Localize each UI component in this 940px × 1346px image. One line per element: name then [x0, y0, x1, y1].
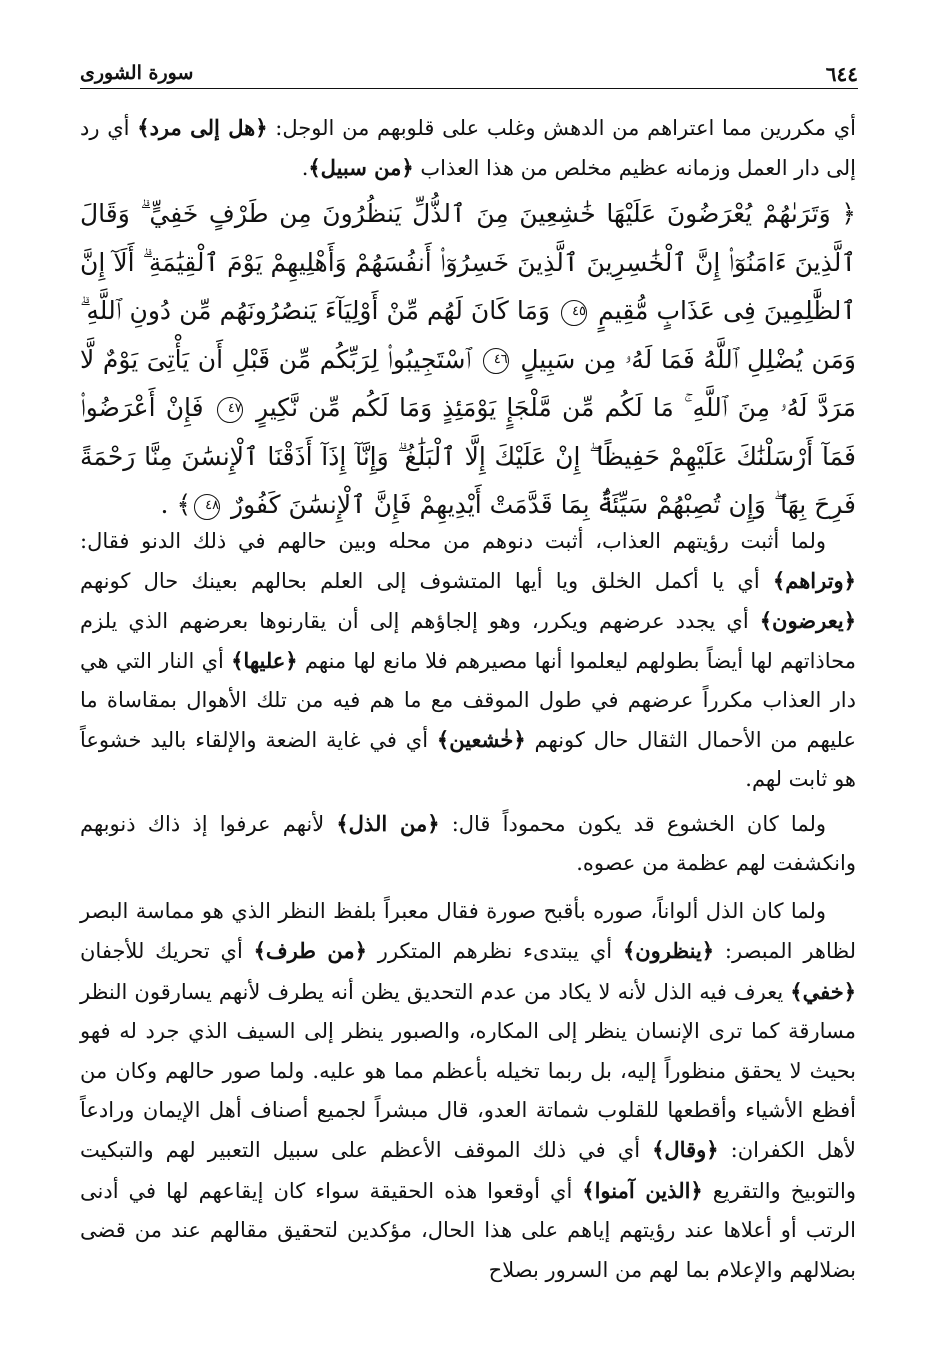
verse-text: ٱسْتَجِيبُوا۟ لِرَبِّكُم مِّن قَبْلِ أَن يَأْتِىَ يَوْمٌ لَّا مَرَدَّ لَهُۥ مِنَ ٱللَّهِ ۚ مَا لَكُم مِّن مَّلْجَإٍ يَوْمَئِذٍ وَمَا لَكُم مِّن نَّكِيرٍ: [80, 344, 856, 422]
surah-title: سورة الشورى: [80, 62, 194, 84]
text-run: أي يجدد عرضهم ويكرر، وهو إلجاؤهم إلى أن يقارنوها بعرضهم الذي يلزم محاذاتهم لها أيضاً بطولهم ليعلموا أنها مصيرهم فلا مانع لها منهم: [80, 609, 856, 673]
highlighted-phrase: ﴿من سبيل﴾: [308, 155, 414, 180]
verse-text: وَمَا كَانَ لَهُم مِّنْ أَوْلِيَآءَ يَنصُرُونَهُم مِّن دُونِ ٱللَّهِ ۗ وَمَن يُضْلِلِ ٱللَّهُ فَمَا لَهُۥ مِن سَبِيلٍ: [80, 296, 856, 374]
highlighted-phrase: ﴿خٰشعين﴾: [436, 727, 526, 752]
highlighted-phrase: ﴿عليها﴾: [231, 648, 298, 673]
paragraph-2: [80, 804, 856, 883]
text-run: أي تحريك للأجفان: [80, 939, 254, 964]
highlighted-phrase: ﴿خفي﴾: [790, 978, 856, 1004]
text-run: ولما كان الذل ألواناً، صوره بأقبح صورة فقال معبراً بلفظ النظر الذي هو مماسة البصر لظاهر المبصر:: [80, 899, 857, 964]
text-run: .: [301, 156, 309, 180]
text-run: أي مكررين مما اعتراهم من الدهش وغلب على قلوبهم من الوجل:: [267, 116, 857, 140]
text-run: لأنهم عرفوا إذ ذاك ذنوبهم وانكشفت لهم عظمة من عصوه.: [80, 812, 856, 875]
verse-bracket-close: ﴾ .: [160, 490, 192, 519]
verse-text: وَتَرَىٰهُمْ يُعْرَضُونَ عَلَيْهَا خَٰشِعِينَ مِنَ ٱلذُّلِّ يَنظُرُونَ مِن طَرْفٍ خَفِيٍّ ۗ وَقَالَ ٱلَّذِينَ ءَامَنُوٓا۟ إِنَّ ٱلْخَٰسِرِينَ ٱلَّذِينَ خَسِرُوٓا۟ أَنفُسَهُمْ وَأَهْلِيهِمْ يَوْمَ ٱلْقِيَٰمَةِ ۗ أَلَآ إِنَّ ٱلظَّٰلِمِينَ فِى عَذَابٍ مُّقِيمٍ: [80, 199, 856, 325]
ayah-number-marker: ٤٦: [483, 348, 509, 374]
text-run: ولما أثبت رؤيتهم العذاب، أثبت دنوهم من محله وبين حالهم في ذلك الدنو فقال:: [80, 529, 826, 553]
verse-bracket-open: ﴿: [841, 199, 857, 228]
quran-verses: [80, 190, 856, 530]
page-number: ٦٤٤: [825, 62, 858, 86]
text-run: أي يبتدىء نظرهم المتكرر: [366, 939, 623, 964]
text-run: أي في ذلك الموقف الأعظم على سبيل التعبير لهم والتبكيت والتوبيخ والتقريع: [80, 1138, 856, 1203]
text-run: أي أوقعوا هذه الحقيقة سواء كان إيقاعهم لها في أدنى الرتب أو أعلاها عند رؤيتهم إياهم على هذا الحال، مؤكدين لتحقيق مقالهم عند من قضى بضلالهم والإعلام بما لهم من السرور بصلاح: [80, 1178, 856, 1282]
highlighted-phrase: ﴿هل إلى مرد﴾: [137, 115, 268, 140]
paragraph-3: [80, 892, 856, 1290]
page-header: [80, 58, 858, 89]
text-run: أي في غاية الضعة والإلقاء باليد خشوعاً هو ثابت لهم.: [80, 728, 856, 791]
text-run: أي النار التي هي دار العذاب مكرراً عرضهم في طول الموقف مع ما هم فيه من تلك الأهوال بمقاساة ما عليهم من الأحمال الثقال حال كونهم: [80, 649, 856, 752]
highlighted-phrase: ﴿الذين آمنوا﴾: [582, 1177, 703, 1203]
verse-text: فَإِنْ أَعْرَضُوا۟ فَمَآ أَرْسَلْنَٰكَ عَلَيْهِمْ حَفِيظًا ۖ إِنْ عَلَيْكَ إِلَّا ٱلْبَلَٰغُ ۗ وَإِنَّآ إِذَآ أَذَقْنَا ٱلْإِنسَٰنَ مِنَّا رَحْمَةً فَرِحَ بِهَا ۖ وَإِن تُصِبْهُمْ سَيِّئَةٌۢ بِمَا قَدَّمَتْ أَيْدِيهِمْ فَإِنَّ ٱلْإِنسَٰنَ كَفُورٌ: [80, 393, 856, 519]
highlighted-phrase: ﴿من الذل﴾: [336, 811, 440, 836]
highlighted-phrase: ﴿من طرف﴾: [253, 938, 367, 964]
intro-paragraph: [80, 108, 856, 188]
ayah-number-marker: ٤٧: [217, 397, 243, 423]
ayah-number-marker: ٤٨: [194, 494, 220, 520]
highlighted-phrase: ﴿وقال﴾: [652, 1137, 719, 1163]
text-run: ولما كان الخشوع قد يكون محموداً قال:: [439, 812, 826, 836]
paragraph-1: [80, 522, 856, 799]
highlighted-phrase: ﴿وتراهم﴾: [772, 568, 856, 593]
text-run: يعرف فيه الذل لأنه لا يكاد من عدم التحديق يظن أنه يطرف لأنهم يسارقون النظر مسارقة كما ترى الإنسان ينظر إلى المكاره، والصبور ينظر إلى السيف الذي جرد له فهو بحيث لا يحقق منظوراً إليه، بل ربما تخيله بأعظم مما هو عليه. ولما صور حالهم وكان من أفظع الأشياء وأقطعها للقلوب شماتة العدو، قال مبشراً لجميع أصناف أهل الإيمان ورادعاً لأهل الكفران:: [80, 979, 856, 1163]
highlighted-phrase: ﴿ينظرون﴾: [622, 938, 715, 964]
text-run: أي رد إلى دار العمل وزمانه عظيم مخلص من هذا العذاب: [80, 116, 856, 180]
highlighted-phrase: ﴿يعرضون﴾: [759, 608, 856, 633]
ayah-number-marker: ٤٥: [561, 300, 587, 326]
text-run: أي يا أكمل الخلق ويا أيها المتشوف إلى العلم بحالهم بعينك حال كونهم: [80, 569, 773, 593]
